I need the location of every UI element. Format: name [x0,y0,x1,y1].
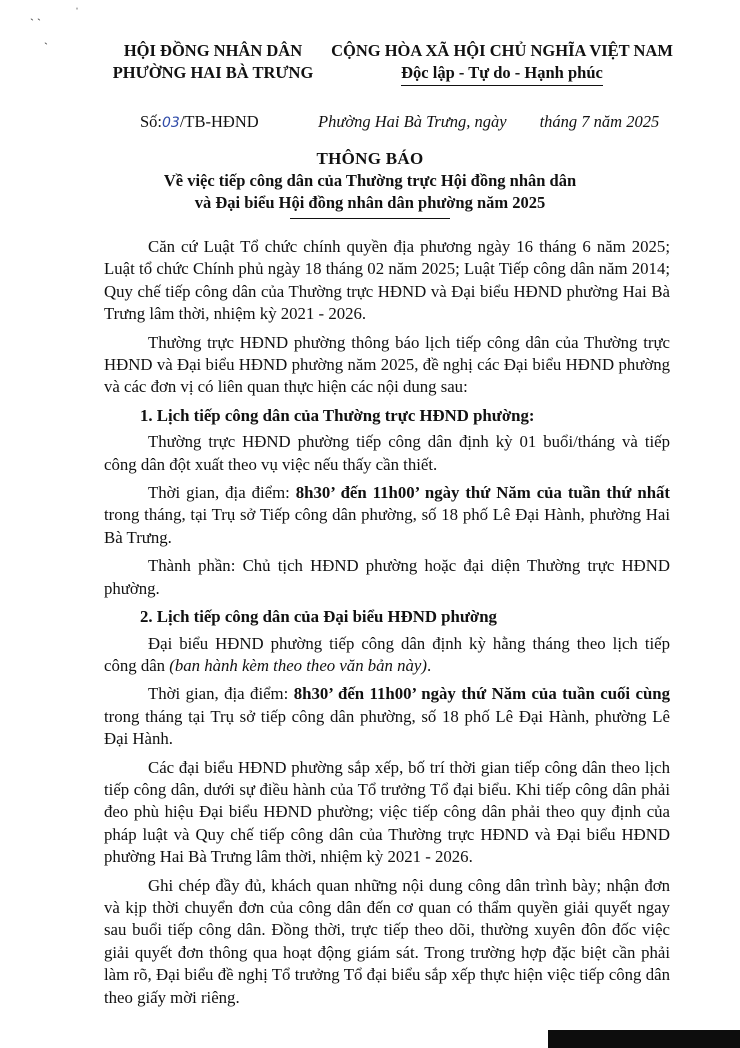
doc-number-prefix: Số: [140,112,163,131]
time-place-detail: trong tháng, tại Trụ sở Tiếp công dân phường, số 18 phố Lê Đại Hành, phường Hai Bà Trưng. [104,505,670,547]
national-motto: Độc lập - Tự do - Hạnh phúc [401,62,603,86]
title-subtitle-line2: và Đại biểu Hội đồng nhân dân phường năm 2025 [194,193,546,212]
section-heading-1: 1. Lịch tiếp công dân của Thường trực HĐND phường: [140,405,535,425]
national-header [322,40,682,86]
time-place-detail: trong tháng tại Trụ sở tiếp công dân phường, số 18 phố Lê Đại Hành, phường Lê Đại Hành. [104,706,670,749]
scan-speck: ˈ [75,5,79,19]
schedule-italic-note: (ban hành kèm theo theo văn bản này) [169,655,427,675]
section-heading-2: 2. Lịch tiếp công dân của Đại biểu HĐND phường [140,607,497,627]
paragraph-time-place-1 [104,482,670,549]
doc-number-suffix: /TB-HĐND [179,112,259,131]
title-underline [290,218,450,219]
place-and-date: Phường Hai Bà Trưng, ngày tháng 7 năm 2025 [318,112,660,131]
time-place-emphasis: 8h30’ đến 11h00’ ngày thứ Năm của tuần thứ nhất [295,483,671,503]
doc-number-handwritten: 03 [162,115,180,131]
time-place-emphasis: 8h30’ đến 11h00’ ngày thứ Năm của tuần cuối cùng [293,684,671,704]
org-name-line2: PHƯỜNG HAI BÀ TRƯNG [112,63,314,82]
paragraph-participants: Thành phần: Chủ tịch HĐND phường hoặc đại diện Thường trực HĐND phường. [104,556,670,598]
schedule-period: . [426,655,432,675]
document-body [104,236,670,1015]
schedule-text: Đại biểu HĐND phường tiếp công dân định kỳ hằng tháng theo lịch tiếp công dân [104,633,670,675]
paragraph-frequency: Thường trực HĐND phường tiếp công dân định kỳ 01 buổi/tháng và tiếp công dân đột xuất theo vụ việc nếu thấy cần thiết. [104,432,670,474]
paragraph-delegates-schedule [104,633,670,678]
scan-edge-bar [548,1030,740,1048]
title-main: THÔNG BÁO [316,149,424,168]
paragraph-time-place-2 [104,683,670,750]
org-name-line1: HỘI ĐỒNG NHÂN DÂN [123,41,303,60]
time-place-label: Thời gian, địa điểm: [148,483,296,503]
paragraph-recording: Ghi chép đầy đủ, khách quan những nội dung công dân trình bày; nhận đơn và kịp thời chuyển đơn của công dân đến cơ quan có thẩm quyền giải quyết ngay sau buổi tiếp công dân. Đồng thời, trực tiếp theo dõi, thường xuyên đôn đốc việc giải quyết đơn thông qua hoạt động giám sát. Trong trường hợp đặc biệt cần phải làm rõ, Đại biểu đề nghị Tổ trưởng Tổ đại biểu sắp xếp thực hiện việc tiếp công dân theo giấy mời riêng. [104,875,670,1007]
title-subtitle-line1: Về việc tiếp công dân của Thường trực Hội đồng nhân dân [163,171,577,190]
paragraph-legal-basis: Căn cứ Luật Tổ chức chính quyền địa phương ngày 16 tháng 6 năm 2025; Luật tổ chức Chính phủ ngày 18 tháng 02 năm 2025; Luật Tiếp công dân năm 2014; Quy chế tiếp công dân của Thường trực HĐND và Đại biểu HĐND phường Hai Bà Trưng lâm thời, nhiệm kỳ 2021 - 2026. [104,237,670,324]
nation-name: CỘNG HÒA XÃ HỘI CHỦ NGHĨA VIỆT NAM [331,41,673,60]
time-place-label: Thời gian, địa điểm: [148,684,294,704]
issuing-organization [108,40,318,84]
scan-speck: ˏ [44,31,48,45]
paragraph-arrangement: Các đại biểu HĐND phường sắp xếp, bố trí thời gian tiếp công dân theo lịch tiếp công dân, dưới sự điều hành của Tổ trưởng Tổ đại biểu. Khi tiếp công dân phải đeo phù hiệu Đại biểu HĐND phường; việc tiếp công dân phải theo quy định của pháp luật và Quy chế tiếp công dân của Thường trực HĐND và Đại biểu HĐND phường Hai Bà Trưng lâm thời, nhiệm kỳ 2021 - 2026. [104,757,670,867]
document-title [100,148,640,219]
paragraph-announcement: Thường trực HĐND phường thông báo lịch tiếp công dân của Thường trực HĐND và Đại biểu HĐND phường năm 2025, đề nghị các Đại biểu HĐND phường và các đơn vị có liên quan thực hiện các nội dung sau: [104,332,670,397]
scan-speck: ˎ ˏ [30,7,41,21]
document-number [140,112,259,133]
